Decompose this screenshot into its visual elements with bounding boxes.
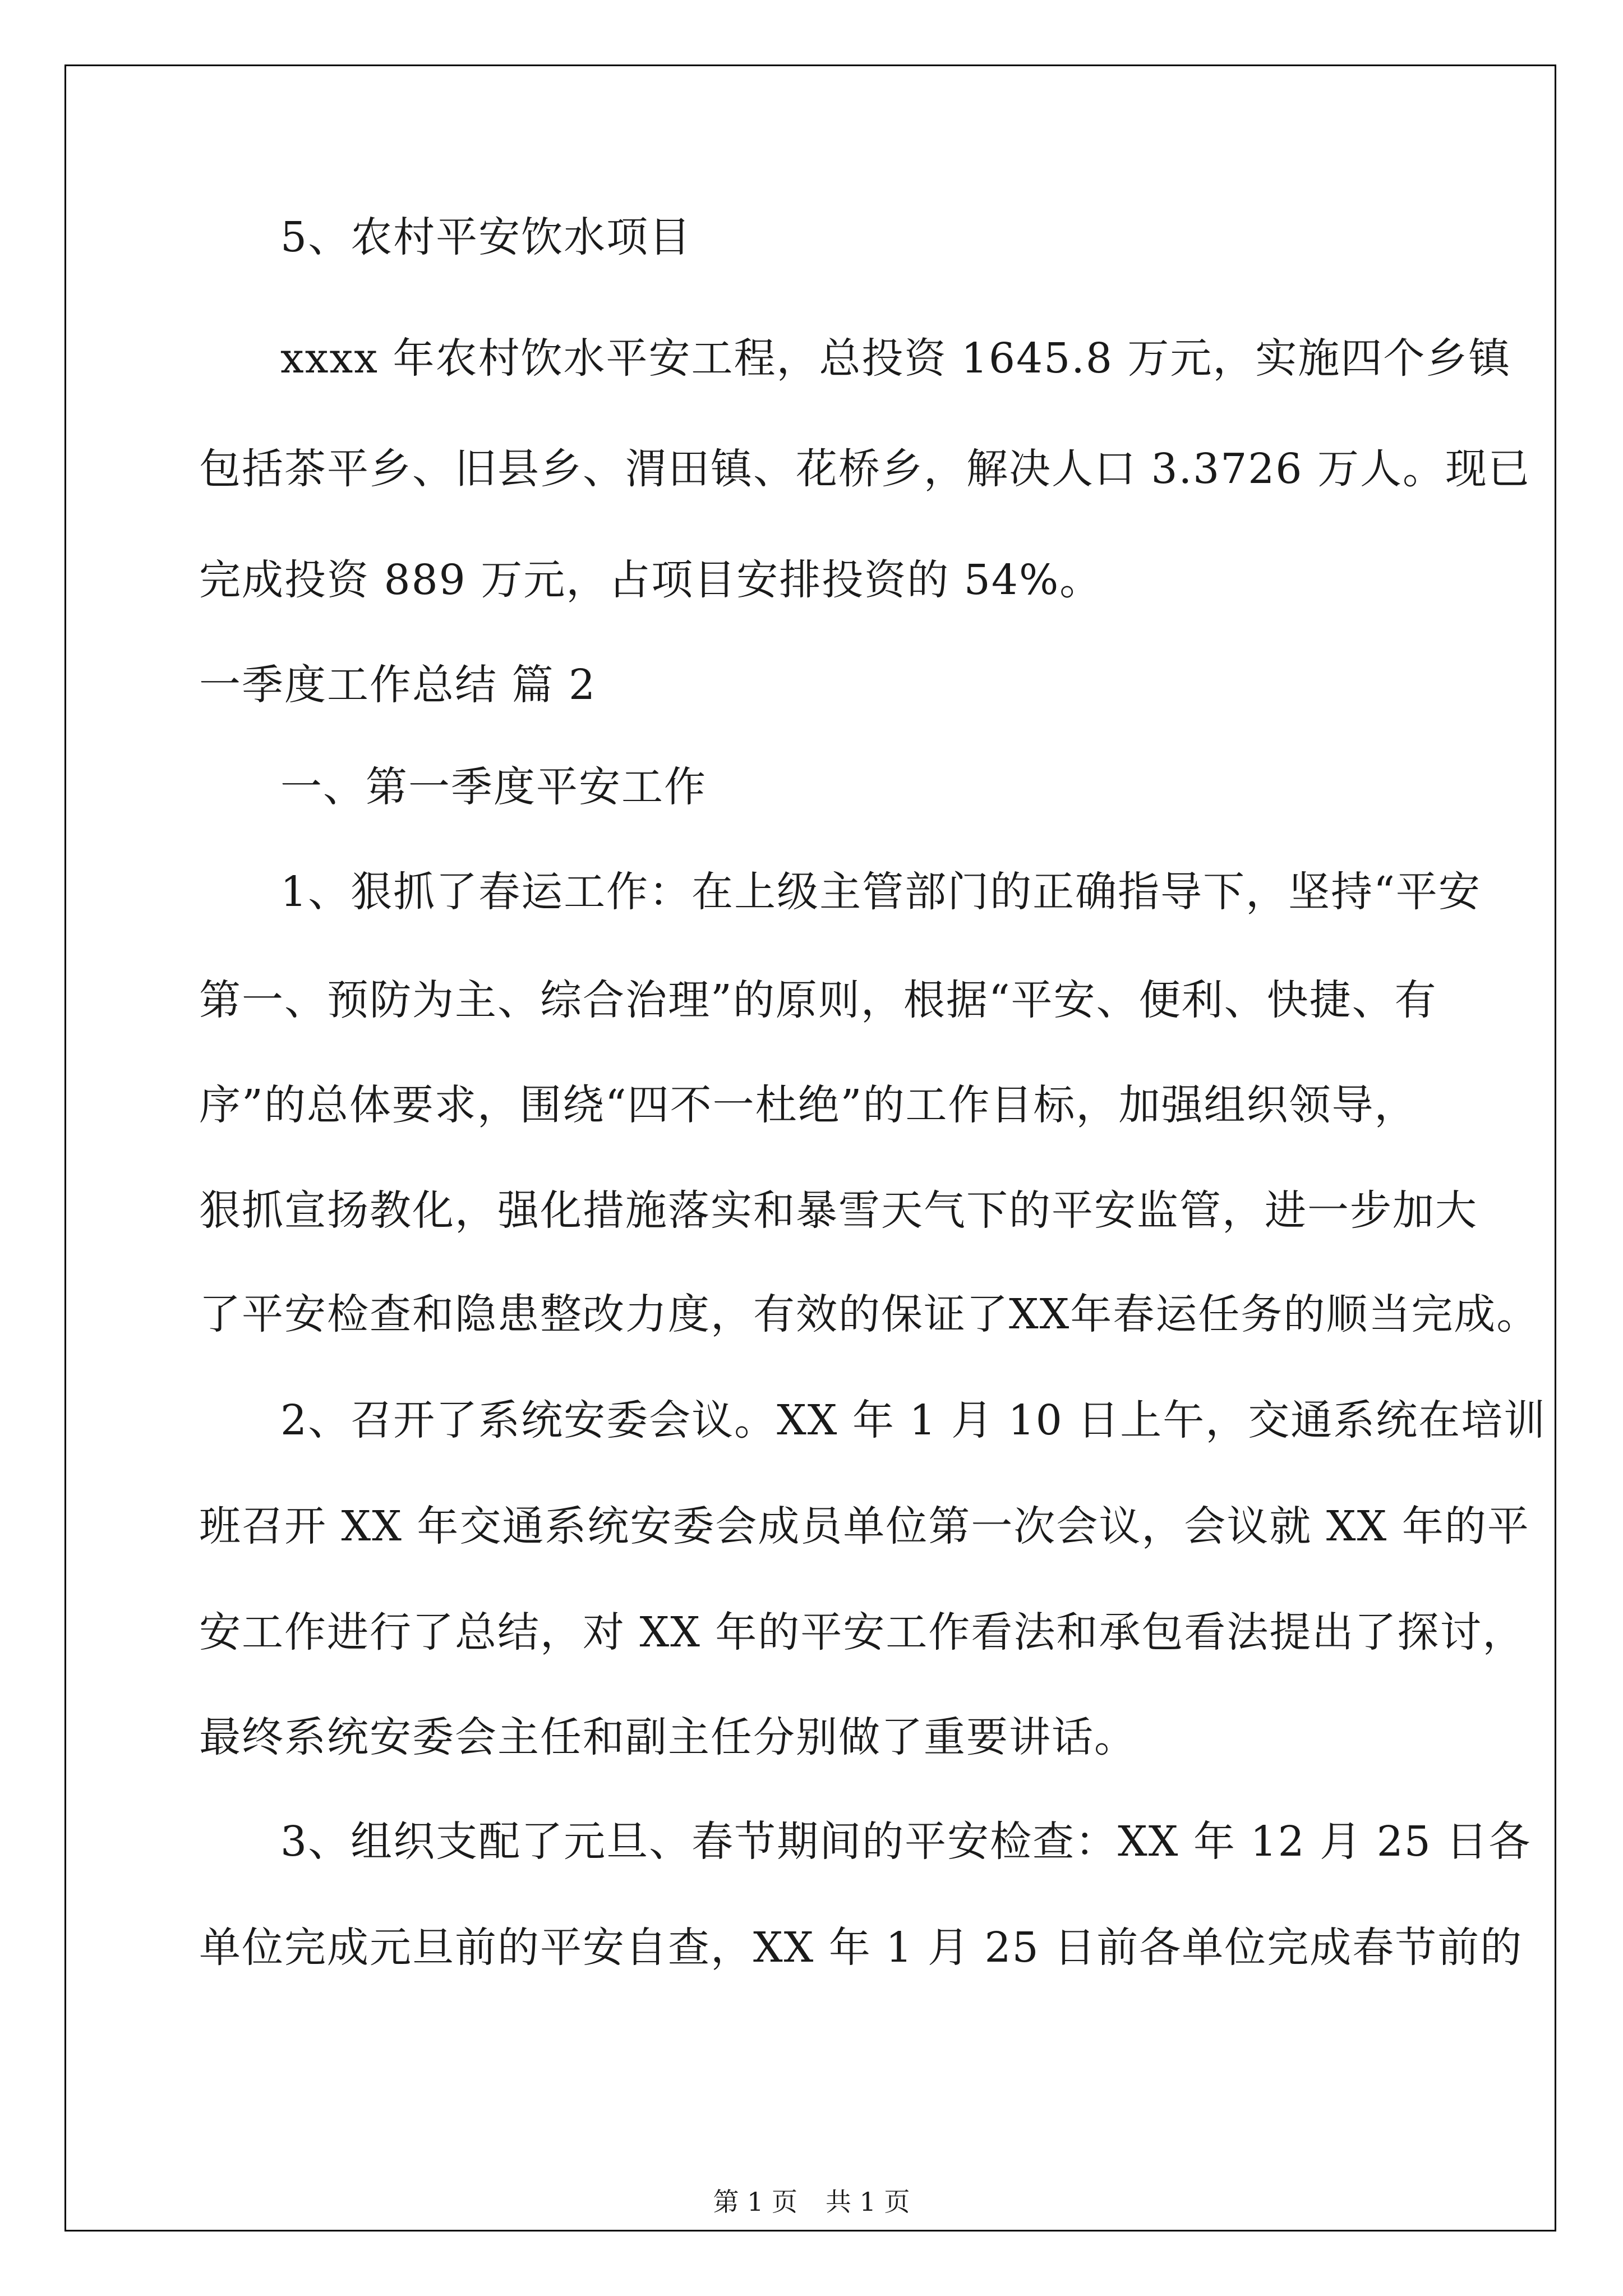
paragraph-line: 2、召开了系统安委会议。XX 年 1 月 10 日上午，交通系统在培训 (280, 1396, 1547, 1444)
paragraph-line: 1、狠抓了春运工作：在上级主管部门的正确指导下，坚持“平安 (280, 868, 1481, 916)
page-border (64, 65, 1556, 2231)
paragraph-line: 了平安检查和隐患整改力度，有效的保证了XX年春运任务的顺当完成。 (199, 1290, 1539, 1338)
paragraph-line: 单位完成元旦前的平安自查，XX 年 1 月 25 日前各单位完成春节前的 (199, 1924, 1523, 1972)
paragraph-line: xxxx 年农村饮水平安工程，总投资 1645.8 万元，实施四个乡镇 (280, 334, 1511, 383)
paragraph-line: 最终系统安委会主任和副主任分别做了重要讲话。 (199, 1713, 1137, 1761)
paragraph-line: 序”的总体要求，围绕“四不一杜绝”的工作目标，加强组织领导， (199, 1081, 1417, 1129)
section-title: 一季度工作总结 篇 2 (199, 661, 597, 709)
paragraph-line: 第一、预防为主、综合治理”的原则，根据“平安、便利、快捷、有 (199, 976, 1437, 1024)
paragraph-line: 完成投资 889 万元，占项目安排投资的 54%。 (199, 556, 1103, 604)
page-total: 共 1 页 (826, 2187, 910, 2217)
page-number: 第 1 页 (713, 2187, 797, 2217)
project-heading: 5、农村平安饮水项目 (280, 213, 692, 261)
subsection-heading: 一、第一季度平安工作 (280, 763, 707, 811)
paragraph-line: 狠抓宣扬教化，强化措施落实和暴雪天气下的平安监管，进一步加大 (199, 1186, 1478, 1235)
paragraph-line: 包括茶平乡、旧县乡、渭田镇、花桥乡，解决人口 3.3726 万人。现已 (199, 445, 1530, 493)
paragraph-line: 3、组织支配了元旦、春节期间的平安检查：XX 年 12 月 25 日各 (280, 1818, 1532, 1866)
page-footer (0, 2185, 1623, 2219)
paragraph-line: 班召开 XX 年交通系统安委会成员单位第一次会议，会议就 XX 年的平 (199, 1502, 1530, 1550)
paragraph-line: 安工作进行了总结，对 XX 年的平安工作看法和承包看法提出了探讨， (199, 1608, 1525, 1657)
